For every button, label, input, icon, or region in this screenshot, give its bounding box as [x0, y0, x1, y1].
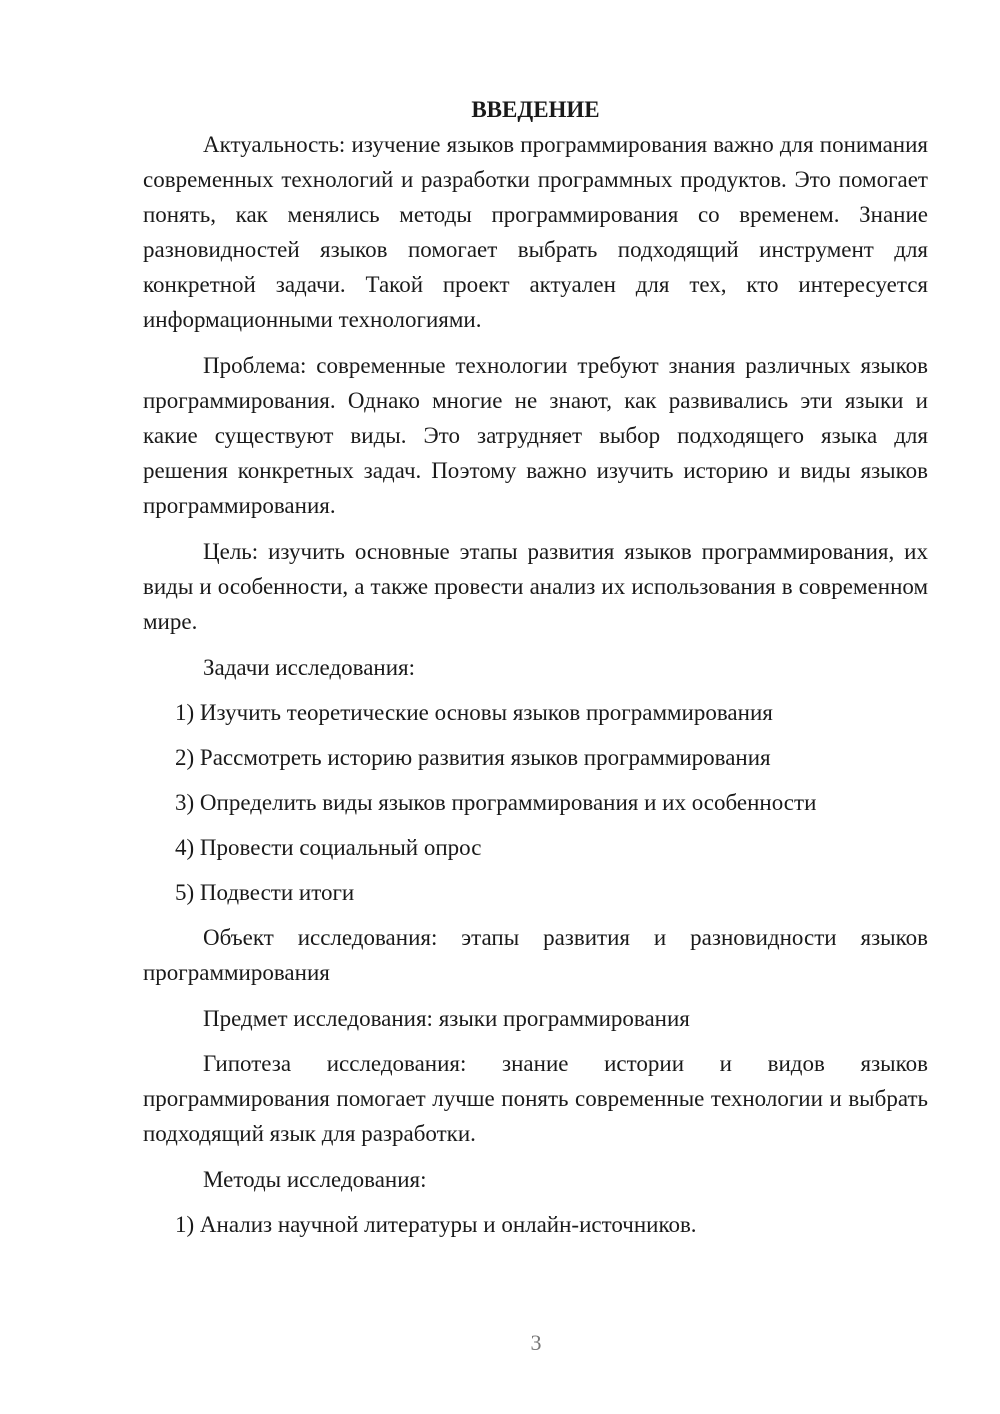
object-paragraph: Объект исследования: этапы развития и разновидности языков программирования — [143, 925, 928, 985]
section-title: ВВЕДЕНИЕ — [471, 97, 600, 122]
list-item: 4) Провести социальный опрос — [175, 835, 482, 860]
methods-heading: Методы исследования: — [203, 1167, 427, 1192]
methods-list — [143, 1207, 928, 1242]
goal-paragraph: Цель: изучить основные этапы развития языков программирования, их виды и особенности, а также провести анализ их использования в современном мире. — [143, 539, 928, 634]
list-item: 1) Изучить теоретические основы языков программирования — [175, 700, 773, 725]
relevance-paragraph: Актуальность: изучение языков программирования важно для понимания современных технологий и разработки программных продуктов. Это помогает понять, как менялись методы программирования со временем. Знание разновидностей языков помогает выбрать подходящий инструмент для конкретной задачи. Такой проект актуален для тех, кто интересуется информационными технологиями. — [143, 132, 928, 332]
tasks-list — [143, 695, 928, 910]
problem-paragraph: Проблема: современные технологии требуют знания различных языков программирования. Однако многие не знают, как развивались эти языки и какие существуют виды. Это затрудняет выбор подходящего языка для решения конкретных задач. Поэтому важно изучить историю и виды языков программирования. — [143, 353, 928, 518]
document-page — [143, 92, 928, 1252]
list-item: 3) Определить виды языков программирования и их особенности — [175, 790, 817, 815]
list-item: 2) Рассмотреть историю развития языков программирования — [175, 745, 771, 770]
list-item: 5) Подвести итоги — [175, 880, 355, 905]
list-item: 1) Анализ научной литературы и онлайн-источников. — [175, 1212, 697, 1237]
page-number: 3 — [530, 1330, 542, 1355]
subject-paragraph: Предмет исследования: языки программирования — [203, 1006, 690, 1031]
hypothesis-paragraph: Гипотеза исследования: знание истории и видов языков программирования помогает лучше понять современные технологии и выбрать подходящий язык для разработки. — [143, 1051, 928, 1146]
tasks-heading: Задачи исследования: — [203, 655, 416, 680]
